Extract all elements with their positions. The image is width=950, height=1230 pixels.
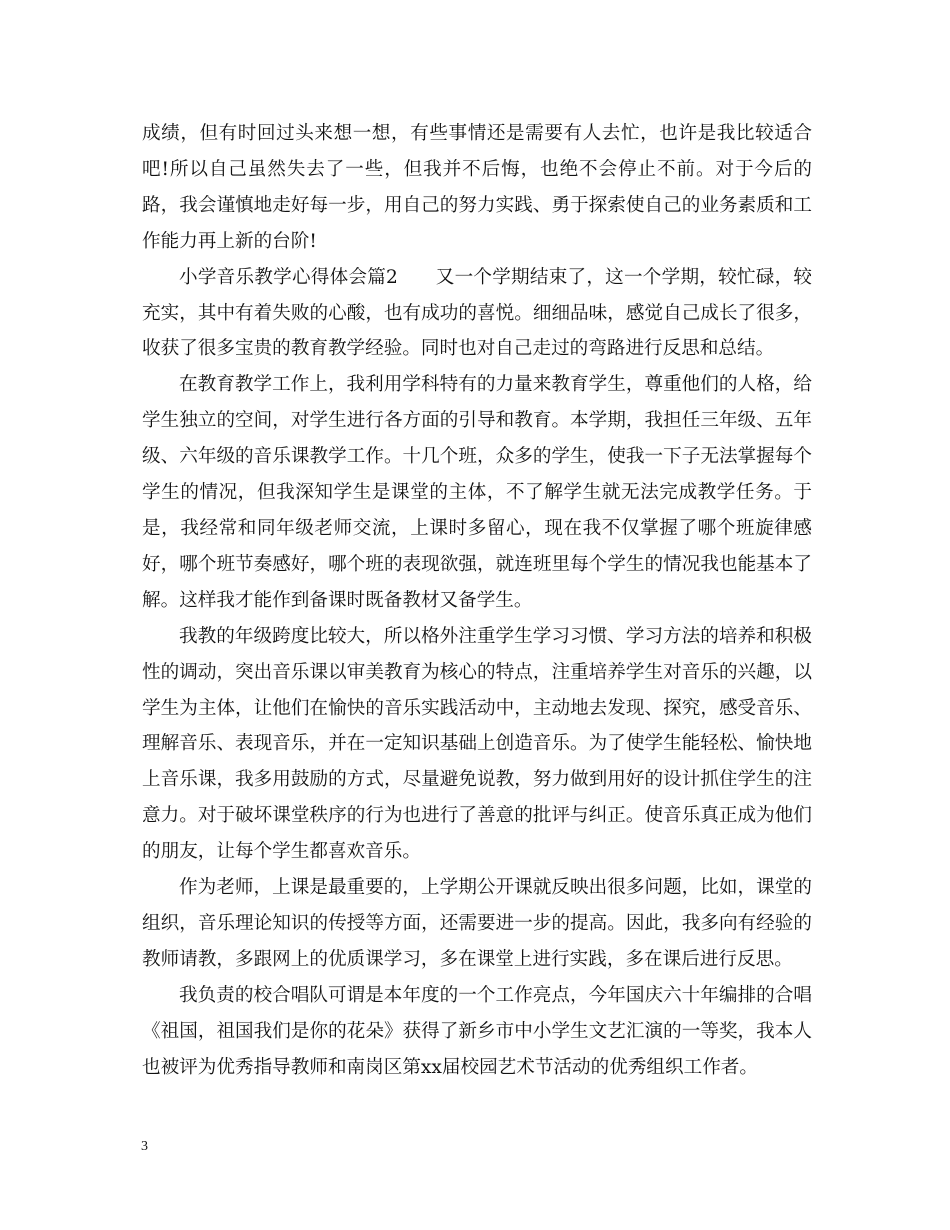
paragraph-learning-habits: 我教的年级跨度比较大，所以格外注重学生学习习惯、学习方法的培养和积极性的调动，突出音乐课以审美教育为核心的特点，注重培养学生对音乐的兴趣，以学生为主体，让他们在愉快的音乐实践活动中，主动地去发现、探究，感受音乐、理解音乐、表现音乐，并在一定知识基础上创造音乐。为了使学生能轻松、愉快地上音乐课，我多用鼓励的方式，尽量避免说教，努力做到用好的设计抓住学生的注意力。对于破坏课堂秩序的行为也进行了善意的批评与纠正。使音乐真正成为他们的朋友，让每个学生都喜欢音乐。 <box>142 625 812 863</box>
paragraph-section-heading: 小学音乐教学心得体会篇2 又一个学期结束了，这一个学期，较忙碌，较充实，其中有着失败的心酸，也有成功的喜悦。细细品味，感觉自己成长了很多，收获了很多宝贵的教育教学经验。同时也对自己走过的弯路进行反思和总结。 <box>142 266 812 360</box>
paragraph-teaching-reflection: 作为老师，上课是最重要的，上学期公开课就反映出很多问题，比如，课堂的组织，音乐理论知识的传授等方面，还需要进一步的提高。因此，我多向有经验的教师请教，多跟网上的优质课学习，多在课堂上进行实践，多在课后进行反思。 <box>142 877 812 970</box>
paragraph-teaching-work: 在教育教学工作上，我利用学科特有的力量来教育学生，尊重他们的人格，给学生独立的空间，对学生进行各方面的引导和教育。本学期，我担任三年级、五年级、六年级的音乐课教学工作。十几个班，众多的学生，使我一下子无法掌握每个学生的情况，但我深知学生是课堂的主体，不了解学生就无法完成教学任务。于是，我经常和同年级老师交流，上课时多留心，现在我不仅掌握了哪个班旋律感好，哪个班节奏感好，哪个班的表现欲强，就连班里每个学生的情况我也能基本了解。这样我才能作到备课时既备教材又备学生。 <box>142 374 812 611</box>
document-body <box>142 116 812 1085</box>
paragraph-choir: 我负责的校合唱队可谓是本年度的一个工作亮点，今年国庆六十年编排的合唱《祖国，祖国我们是你的花朵》获得了新乡市中小学生文艺汇演的一等奖，我本人也被评为优秀指导教师和南岗区第xx届校园艺术节活动的优秀组织工作者。 <box>142 984 812 1078</box>
page-number: 3 <box>141 1139 148 1154</box>
paragraph-continuation: 成绩，但有时回过头来想一想，有些事情还是需要有人去忙，也许是我比较适合吧!所以自己虽然失去了一些，但我并不后悔，也绝不会停止不前。对于今后的路，我会谨慎地走好每一步，用自己的努力实践、勇于探索使自己的业务素质和工作能力再上新的台阶! <box>142 123 812 252</box>
